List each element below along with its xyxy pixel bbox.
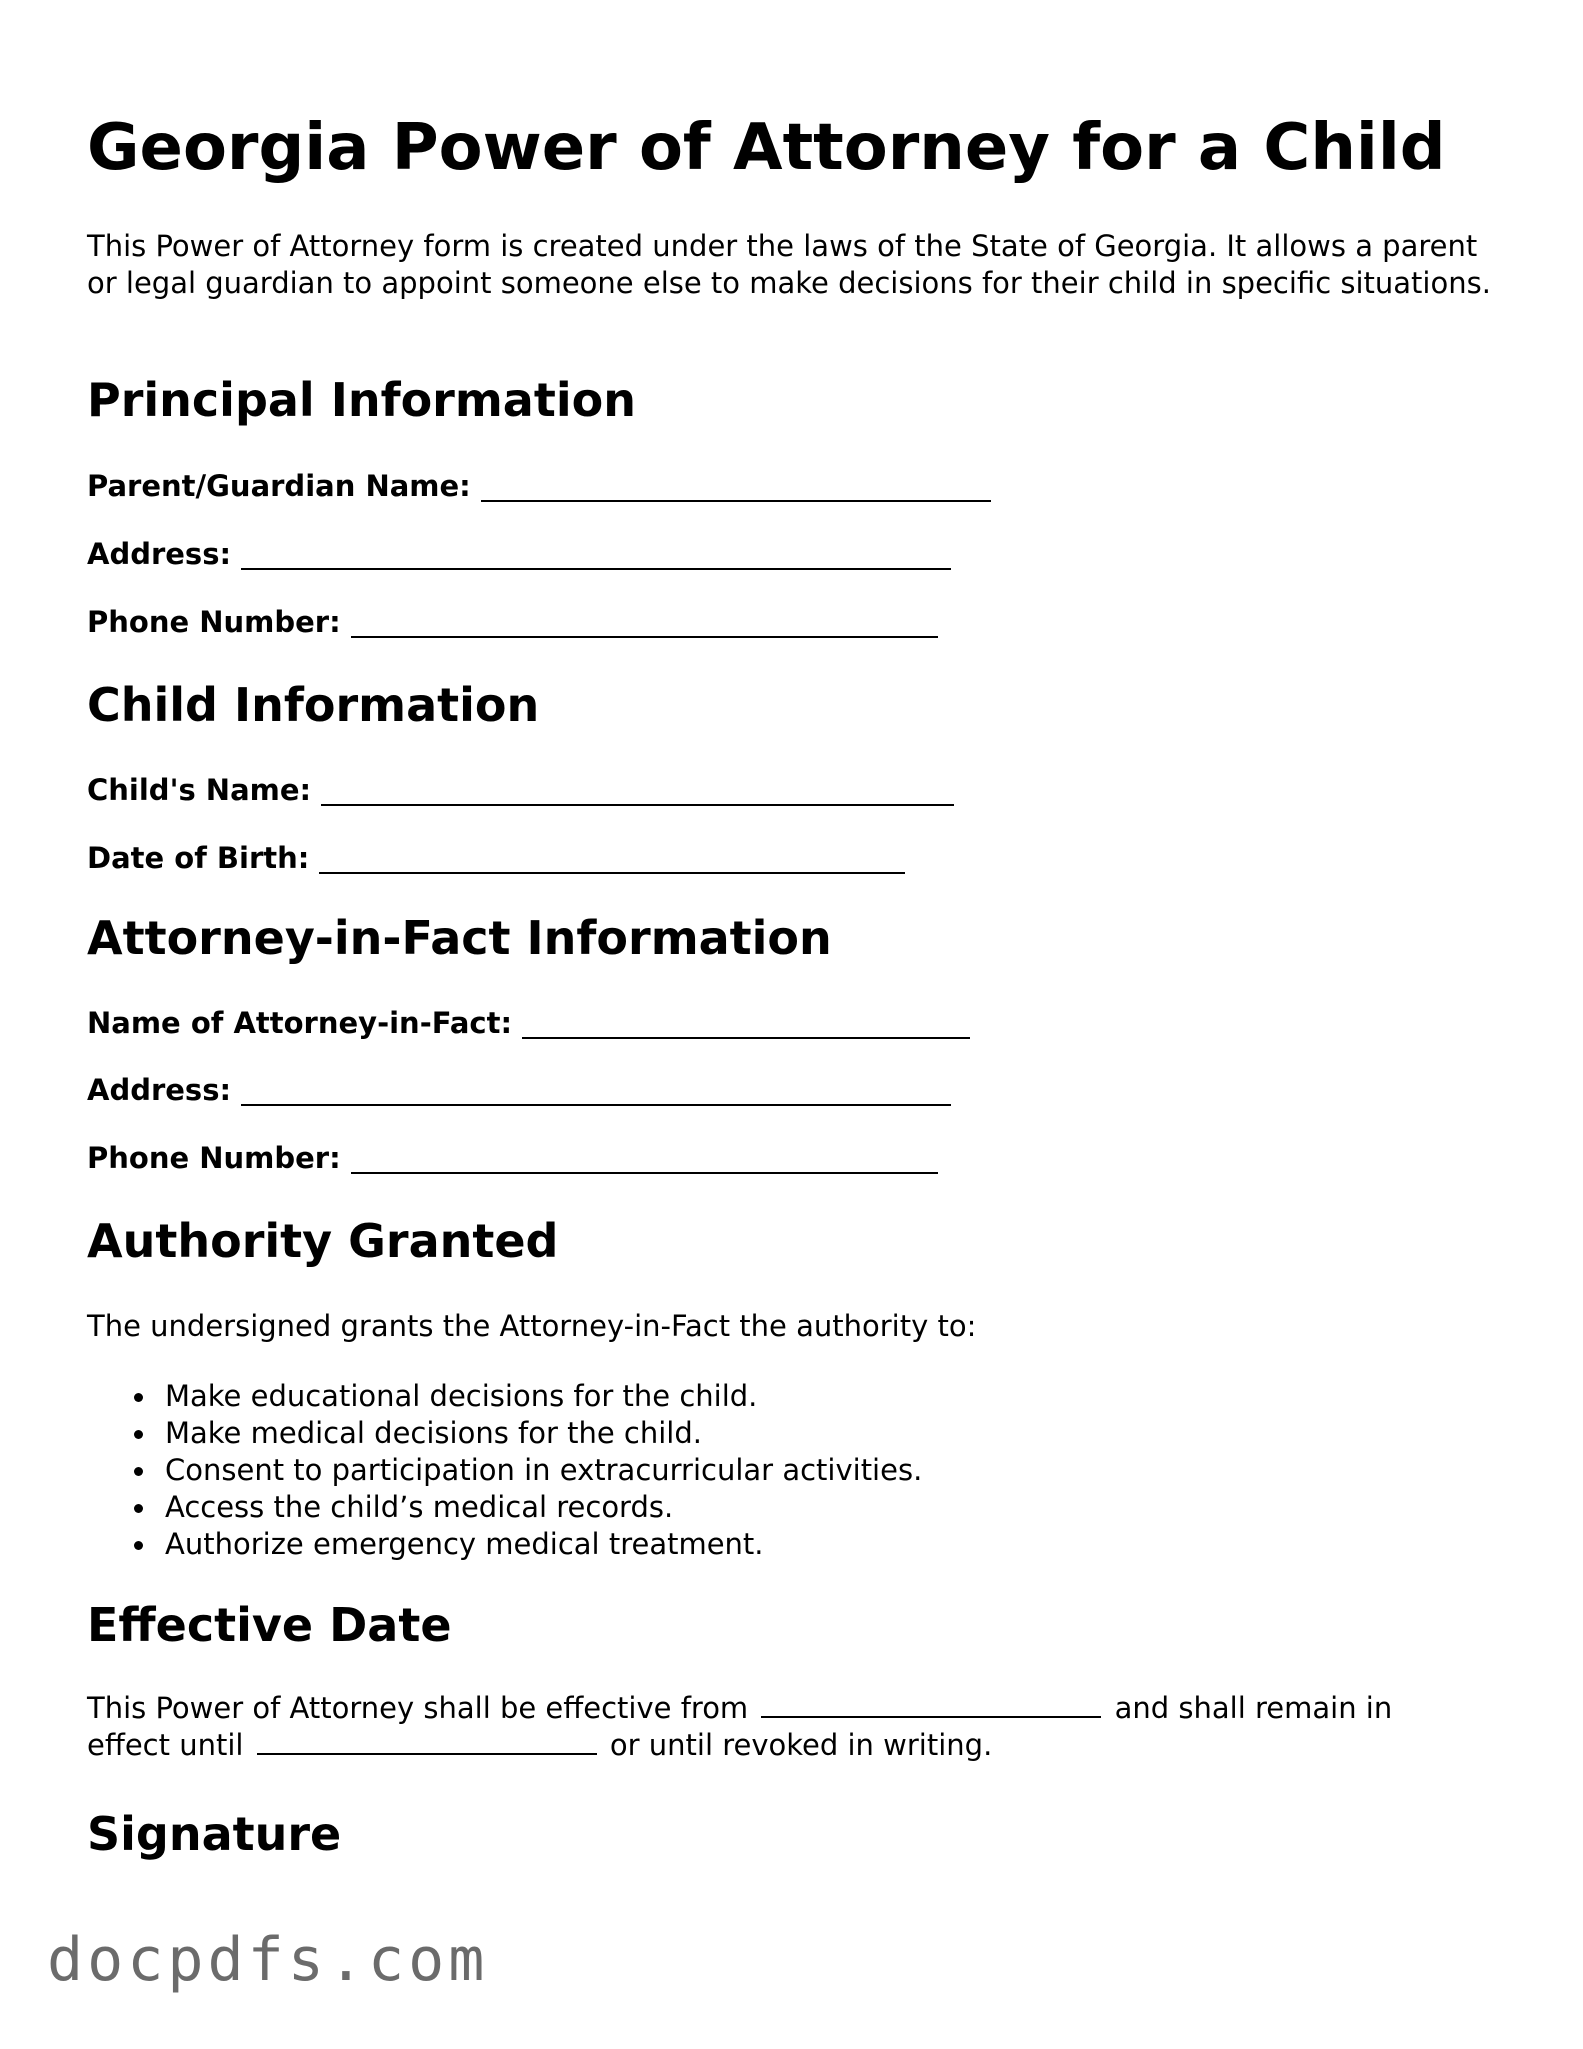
authority-item-text: Authorize emergency medical treatment. xyxy=(165,1527,764,1561)
effective-paragraph xyxy=(87,1690,1497,1764)
intro-paragraph: This Power of Attorney form is created under the laws of the State of Georgia. It allows a parent or legal guardian to appoint someone else to make decisions for their child in specific situations. xyxy=(87,229,1491,300)
list-item xyxy=(87,1415,922,1452)
principal-address-field xyxy=(87,536,951,572)
authority-list xyxy=(87,1378,922,1563)
principal-phone-field xyxy=(87,604,938,640)
attorney-phone-field xyxy=(87,1140,938,1176)
principal-address-blank[interactable] xyxy=(241,542,951,570)
principal-address-label: Address: xyxy=(87,537,232,571)
child-dob-blank[interactable] xyxy=(319,846,905,874)
watermark: docpdfs.com xyxy=(47,1925,489,1995)
principal-name-field xyxy=(87,468,991,504)
effective-end-date-blank[interactable] xyxy=(257,1727,597,1755)
effective-heading: Effective Date xyxy=(87,1598,452,1652)
child-heading: Child Information xyxy=(87,678,540,732)
attorney-phone-label: Phone Number: xyxy=(87,1141,341,1175)
attorney-address-field xyxy=(87,1072,951,1108)
signature-heading: Signature xyxy=(87,1807,342,1861)
effective-text-start: This Power of Attorney shall be effective from xyxy=(87,1691,749,1725)
document-title: Georgia Power of Attorney for a Child xyxy=(87,111,1446,185)
principal-phone-blank[interactable] xyxy=(351,610,938,638)
authority-intro: The undersigned grants the Attorney-in-Fact the authority to: xyxy=(87,1309,977,1343)
attorney-name-field xyxy=(87,1005,970,1041)
authority-item-text: Access the child’s medical records. xyxy=(165,1490,674,1524)
attorney-phone-blank[interactable] xyxy=(351,1146,938,1174)
principal-heading: Principal Information xyxy=(87,373,636,427)
effective-start-date-blank[interactable] xyxy=(761,1690,1101,1718)
list-item xyxy=(87,1489,922,1526)
attorney-name-blank[interactable] xyxy=(522,1011,970,1039)
bullet-icon xyxy=(134,1541,143,1550)
list-item xyxy=(87,1452,922,1489)
principal-name-label: Parent/Guardian Name: xyxy=(87,469,471,503)
attorney-address-label: Address: xyxy=(87,1073,232,1107)
attorney-address-blank[interactable] xyxy=(241,1078,951,1106)
attorney-heading: Attorney-in-Fact Information xyxy=(87,911,832,965)
list-item xyxy=(87,1526,922,1563)
authority-heading: Authority Granted xyxy=(87,1214,559,1268)
child-name-blank[interactable] xyxy=(321,778,954,806)
bullet-icon xyxy=(134,1504,143,1513)
attorney-name-label: Name of Attorney-in-Fact: xyxy=(87,1006,513,1040)
bullet-icon xyxy=(134,1430,143,1439)
child-dob-label: Date of Birth: xyxy=(87,841,310,875)
bullet-icon xyxy=(134,1393,143,1402)
principal-phone-label: Phone Number: xyxy=(87,605,341,639)
authority-item-text: Make educational decisions for the child. xyxy=(165,1379,758,1413)
effective-text-middle-1: and shall remain in xyxy=(1114,1691,1393,1725)
authority-item-text: Make medical decisions for the child. xyxy=(165,1416,702,1450)
effective-text-middle-2: effect until xyxy=(87,1728,244,1762)
child-name-label: Child's Name: xyxy=(87,773,312,807)
effective-text-end: or until revoked in writing. xyxy=(609,1728,993,1762)
authority-item-text: Consent to participation in extracurricular activities. xyxy=(165,1453,923,1487)
principal-name-blank[interactable] xyxy=(481,474,991,502)
list-item xyxy=(87,1378,922,1415)
bullet-icon xyxy=(134,1467,143,1476)
child-name-field xyxy=(87,772,954,808)
child-dob-field xyxy=(87,840,905,876)
